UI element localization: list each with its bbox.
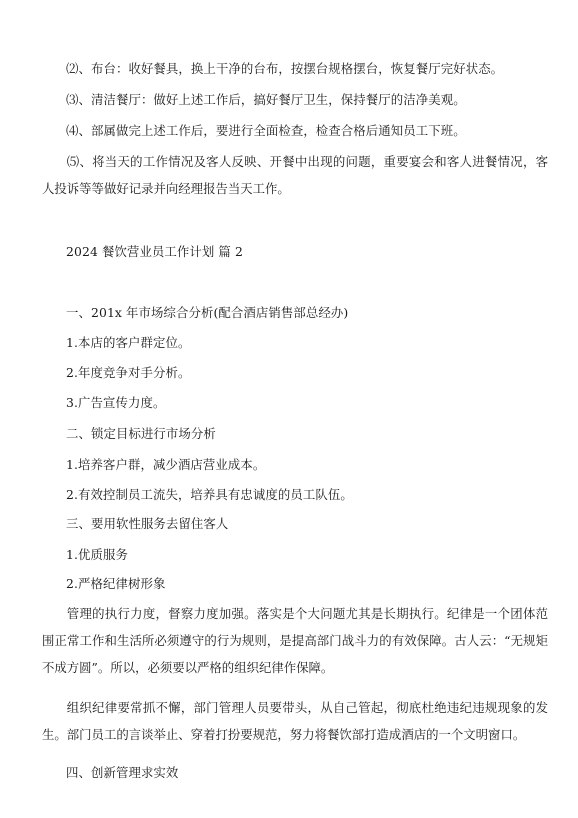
- list-item: 1.培养客户群，减少酒店营业成本。: [66, 457, 266, 472]
- heading-target-market: 二、锁定目标进行市场分析: [66, 426, 216, 441]
- heading-soft-service: 三、要用软性服务去留住客人: [66, 516, 229, 531]
- list-item: 1.优质服务: [66, 547, 128, 562]
- section-title: 2024 餐饮营业员工作计划 篇 2: [66, 244, 243, 259]
- paragraph-setup-tables: ⑵、布台：收好餐具，换上干净的台布，按摆台规格摆台，恢复餐厅完好状态。: [66, 61, 504, 76]
- list-item: 2.有效控制员工流失，培养具有忠诚度的员工队伍。: [66, 487, 353, 502]
- paragraph-discipline: 管理的执行力度，督察力度加强。落实是个大问题尤其是长期执行。纪律是一个团体范围正常工作和生活所必须遵守的行为规则，是提高部门战斗力的有效保障。古人云：“无规矩不成方圆”。所以，必须要以严格的组织纪律作保障。: [42, 606, 548, 675]
- paragraph-clean-restaurant: ⑶、清洁餐厅：做好上述工作后，搞好餐厅卫生，保持餐厅的洁净美观。: [66, 92, 466, 107]
- heading-innovation: 四、创新管理求实效: [66, 765, 179, 780]
- list-item: 3.广告宣传力度。: [66, 395, 166, 410]
- paragraph-organization: 组织纪律要常抓不懈，部门管理人员要带头，从自己管起，彻底杜绝违纪违规现象的发生。部门员工的言谈举止、穿着打扮要规范，努力将餐饮部打造成酒店的一个文明窗口。: [42, 700, 548, 742]
- paragraph-report: ⑸、将当天的工作情况及客人反映、开餐中出现的问题，重要宴会和客人进餐情况，客人投诉等等做好记录并向经理报告当天工作。: [42, 154, 548, 196]
- list-item: 2.年度竞争对手分析。: [66, 365, 191, 380]
- list-item: 2.严格纪律树形象: [66, 576, 166, 591]
- paragraph-inspection: ⑷、部属做完上述工作后，要进行全面检查，检查合格后通知员工下班。: [66, 123, 466, 138]
- heading-market-analysis: 一、201x 年市场综合分析(配合酒店销售部总经办): [66, 305, 349, 320]
- list-item: 1.本店的客户群定位。: [66, 335, 191, 350]
